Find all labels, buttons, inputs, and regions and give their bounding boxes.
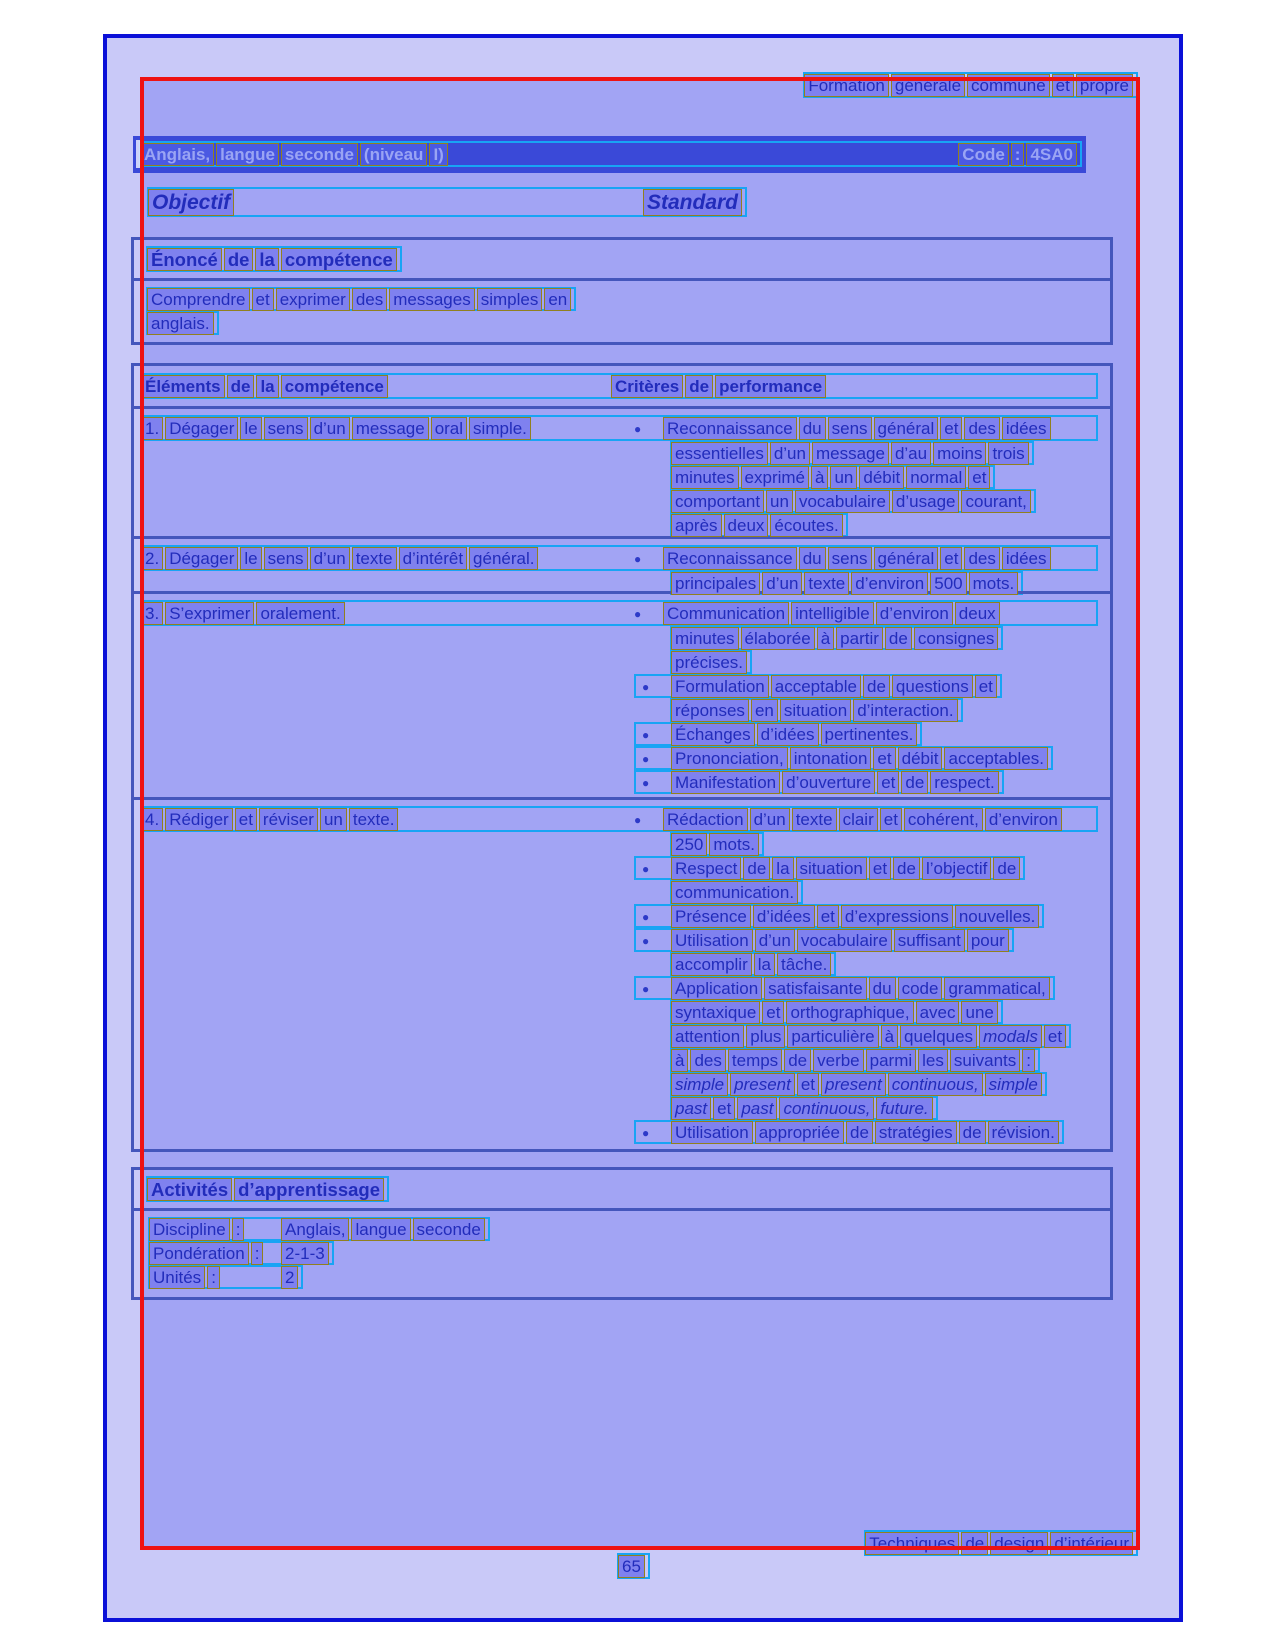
criteria-line-text: Échanges d’idées pertinentes. (672, 724, 920, 745)
criteria-line (634, 722, 922, 746)
course-title: Anglais, langue seconde (niveau I) (141, 144, 451, 165)
criteria-first-line (628, 548, 1054, 569)
row-first-line (140, 545, 1098, 571)
table-header-line (140, 373, 1098, 399)
criteria-line: accomplir la tâche. (670, 952, 836, 976)
criteria-line-text: Présence d’idées et d’expressions nouvelles. (672, 906, 1042, 927)
title-banner (133, 136, 1086, 173)
banner-left-tick (136, 140, 140, 168)
criteria-line (634, 856, 1025, 880)
table-row (134, 797, 1110, 1149)
criteria-line: à des temps de verbe parmi les suivants : (670, 1048, 1040, 1072)
activites-title: Activités d’apprentissage (146, 1176, 389, 1202)
criteria-line: 250 mots. (670, 832, 764, 856)
bullet-icon (636, 676, 672, 696)
competence-table (131, 363, 1113, 1152)
row-first-line (140, 415, 1098, 441)
criteria-line: communication. (670, 880, 803, 904)
enonce-title: Énoncé de la compétence (146, 246, 402, 272)
enonce-line: Comprendre et exprimer des messages simples en (146, 287, 576, 311)
row-first-line (140, 600, 1098, 626)
bullet-icon (636, 978, 672, 998)
bullet-icon (636, 748, 672, 768)
criteria-first-line (628, 809, 1065, 830)
criteria-line-text: Communication intelligible d’environ deux (664, 603, 1003, 624)
table-header-row (134, 366, 1110, 406)
activites-header (134, 1170, 1110, 1211)
activites-body (134, 1211, 1110, 1289)
unites-label: Unités : (150, 1267, 282, 1288)
criteria-line: précises. (670, 650, 752, 674)
criteria-first-line (628, 418, 1054, 439)
criteria-line-text: Manifestation d’ouverture et de respect. (672, 772, 1002, 793)
criteria-line: essentielles d’un message d’au moins trois (670, 441, 1034, 465)
ponderation-value: 2-1-3 (282, 1243, 332, 1264)
criteria-line: minutes exprimé à un débit normal et (670, 465, 995, 489)
objectif-heading: Objectif (149, 190, 237, 215)
bullet-icon (628, 809, 664, 829)
column-headings (147, 187, 747, 217)
criteria-line: attention plus particulière à quelques modals et (670, 1024, 1071, 1048)
criteria-line: simple present et present continuous, simple (670, 1072, 1047, 1096)
unites-row (148, 1265, 303, 1289)
discipline-label: Discipline : (150, 1219, 282, 1240)
unites-value: 2 (282, 1267, 301, 1288)
bullet-icon (636, 930, 672, 950)
element-cell: 2. Dégager le sens d’un texte d’intérêt général. (142, 548, 628, 569)
enonce-header (134, 240, 1110, 281)
criteria-line: syntaxique et orthographique, avec une (670, 1000, 1003, 1024)
criteria-line-text: Reconnaissance du sens général et des idées (664, 418, 1054, 439)
criteria-line (634, 928, 1014, 952)
criteria-line: réponses en situation d’interaction. (670, 698, 963, 722)
criteria-line-text: Utilisation appropriée de stratégies de révision. (672, 1122, 1062, 1143)
criteria-line-text: Application satisfaisante du code grammatical, (672, 978, 1053, 999)
enonce-section (131, 237, 1113, 345)
bullet-icon (636, 1122, 672, 1142)
criteria-line: minutes élaborée à partir de consignes (670, 626, 1003, 650)
criteria-line-text: Formulation acceptable de questions et (672, 676, 1000, 697)
criteres-header: Critères de performance (612, 376, 829, 397)
criteria-line: comportant un vocabulaire d’usage courant, (670, 489, 1036, 513)
bullet-icon (628, 418, 664, 438)
criteria-line (634, 674, 1002, 698)
criteria-line-text: Reconnaissance du sens général et des idées (664, 548, 1054, 569)
table-row (134, 406, 1110, 536)
bullet-icon (628, 603, 664, 623)
course-code: Code : 4SA0 (959, 144, 1080, 165)
table-row (134, 591, 1110, 797)
ponderation-label: Pondération : (150, 1243, 282, 1264)
bullet-icon (636, 858, 672, 878)
element-cell: 4. Rédiger et réviser un texte. (142, 809, 628, 830)
elements-header: Éléments de la compétence (142, 376, 612, 397)
running-header: Formation générale commune et propre (803, 72, 1138, 98)
ponderation-row (148, 1241, 334, 1265)
criteria-line (634, 976, 1055, 1000)
table-row (134, 536, 1110, 591)
criteria-line: past et past continuous, future. (670, 1096, 938, 1120)
criteria-line-text: Rédaction d’un texte clair et cohérent, d’environ (664, 809, 1065, 830)
standard-heading: Standard (644, 190, 745, 215)
running-footer: Techniques de design d’intérieur (864, 1530, 1138, 1556)
row-first-line (140, 806, 1098, 832)
banner-line (139, 141, 1082, 167)
element-cell: 3. S’exprimer oralement. (142, 603, 628, 624)
bullet-icon (636, 906, 672, 926)
discipline-row (148, 1217, 490, 1241)
enonce-line: anglais. (146, 311, 219, 335)
activites-section (131, 1167, 1113, 1300)
page-number: 65 (617, 1553, 650, 1579)
criteria-line (634, 746, 1053, 770)
bullet-icon (628, 548, 664, 568)
enonce-body (134, 281, 1110, 335)
criteria-line (634, 770, 1004, 794)
criteria-line-text: Utilisation d’un vocabulaire suffisant pour (672, 930, 1012, 951)
criteria-line: après deux écoutes. (670, 513, 848, 537)
element-cell: 1. Dégager le sens d’un message oral simple. (142, 418, 628, 439)
criteria-line (634, 904, 1044, 928)
criteria-first-line (628, 603, 1003, 624)
criteria-line (634, 1120, 1064, 1144)
discipline-value: Anglais, langue seconde (282, 1219, 488, 1240)
bullet-icon (636, 724, 672, 744)
criteria-line: principales d’un texte d’environ 500 mots. (670, 571, 1023, 595)
criteria-line-text: Respect de la situation et de l’objectif de (672, 858, 1023, 879)
criteria-line-text: Prononciation, intonation et débit acceptables. (672, 748, 1051, 769)
bullet-icon (636, 772, 672, 792)
